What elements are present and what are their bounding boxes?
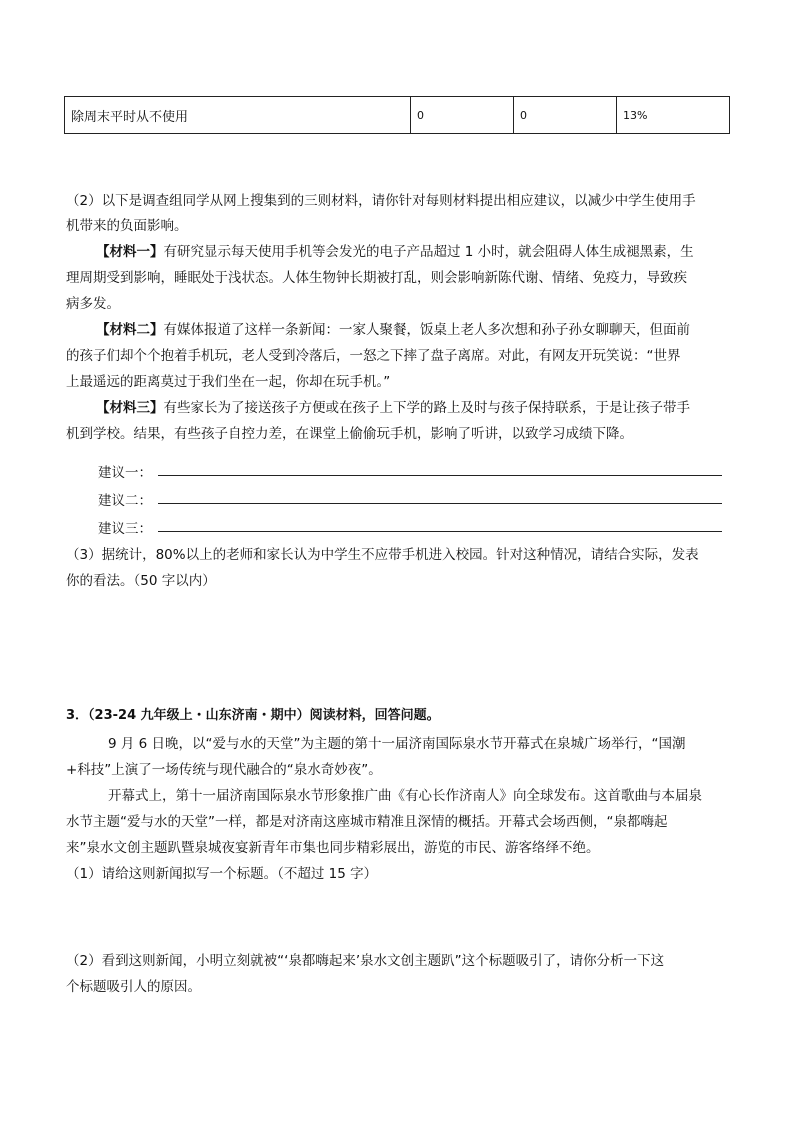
material-3-line-1: [96, 398, 690, 418]
suggestion-row-1: [98, 461, 722, 481]
problem-3-question-1: （1）请给这则新闻拟写一个标题。（不超过 15 字）: [66, 866, 378, 882]
material-2-line-1: [96, 320, 690, 340]
q3-line-2: 你的看法。（50 字以内）: [66, 573, 216, 589]
answer-blank[interactable]: [158, 475, 722, 476]
material-1-line-2: 理周期受到影响，睡眠处于浅状态。人体生物钟长期被打乱，则会影响新陈代谢、情绪、免疫力，导致疾: [66, 270, 687, 286]
material-3-text: 有些家长为了接送孩子方便或在孩子上下学的路上及时与孩子保持联系，于是让孩子带手: [163, 400, 690, 416]
table-cell-value-1: 0: [411, 97, 514, 134]
material-3-line-2: 机到学校。结果，有些孩子自控力差，在课堂上偷偷玩手机，影响了听讲，以致学习成绩下降。: [66, 426, 633, 442]
material-2-line-2: 的孩子们却个个抱着手机玩，老人受到冷落后，一怒之下摔了盘子离席。对此，有网友开玩笑说：“世界: [66, 348, 681, 364]
answer-blank[interactable]: [158, 531, 722, 532]
suggestion-label: 建议一：: [98, 465, 152, 481]
material-1-tag: 【材料一】: [96, 244, 164, 260]
q2-intro-line-1: （2）以下是调查组同学从网上搜集到的三则材料，请你针对每则材料提出相应建议，以减少中学生使用手: [66, 193, 696, 209]
q3-line-1: （3）据统计，80%以上的老师和家长认为中学生不应带手机进入校园。针对这种情况，请结合实际，发表: [66, 547, 699, 563]
material-1-line-3: 病多发。: [66, 296, 120, 312]
problem-3-header: 3．（23-24 九年级上・山东济南・期中）阅读材料，回答问题。: [66, 708, 440, 723]
table-row: [65, 97, 730, 134]
material-3-tag: 【材料三】: [96, 400, 164, 416]
material-2-line-3: 上最遥远的距离莫过于我们坐在一起，你却在玩手机。”: [66, 374, 391, 390]
problem-3-question-2-line-2: 个标题吸引人的原因。: [66, 979, 201, 995]
suggestion-row-3: [98, 517, 722, 537]
material-1-text: 有研究显示每天使用手机等会发光的电子产品超过 1 小时，就会阻碍人体生成褪黑素，生: [163, 244, 694, 260]
material-2-text: 有媒体报道了这样一条新闻：一家人聚餐，饭桌上老人多次想和孙子孙女聊聊天，但面前: [163, 322, 690, 338]
answer-blank[interactable]: [158, 503, 722, 504]
table-cell-usage: 除周末平时从不使用: [65, 97, 411, 134]
material-1-line-1: [96, 242, 694, 262]
problem-3-para-2-line-3: 来”泉水文创主题趴暨泉城夜宴新青年市集也同步精彩展出，游览的市民、游客络绎不绝。: [66, 840, 600, 856]
table-cell-value-3: 13%: [617, 97, 730, 134]
table-cell-value-2: 0: [514, 97, 617, 134]
suggestion-label: 建议三：: [98, 521, 152, 537]
material-2-tag: 【材料二】: [96, 322, 164, 338]
problem-3-para-1-line-2: +科技”上演了一场传统与现代融合的“泉水奇妙夜”。: [66, 762, 382, 778]
problem-3-para-2-line-1: 开幕式上，第十一届济南国际泉水节形象推广曲《有心长作济南人》向全球发布。这首歌曲与本届泉: [108, 788, 702, 804]
problem-3-para-2-line-2: 水节主题“爱与水的天堂”一样，都是对济南这座城市精准且深情的概括。开幕式会场西侧，“泉都嗨起: [66, 814, 668, 830]
suggestion-row-2: [98, 489, 722, 509]
problem-3-question-2-line-1: （2）看到这则新闻，小明立刻就被“‘泉都嗨起来’泉水文创主题趴”这个标题吸引了，请你分析一下这: [66, 953, 665, 969]
suggestion-label: 建议二：: [98, 493, 152, 509]
survey-table: [64, 96, 730, 134]
q2-intro-line-2: 机带来的负面影响。: [66, 218, 188, 234]
problem-3-para-1-line-1: 9 月 6 日晚，以“爱与水的天堂”为主题的第十一届济南国际泉水节开幕式在泉城广场举行，“国潮: [108, 736, 686, 752]
